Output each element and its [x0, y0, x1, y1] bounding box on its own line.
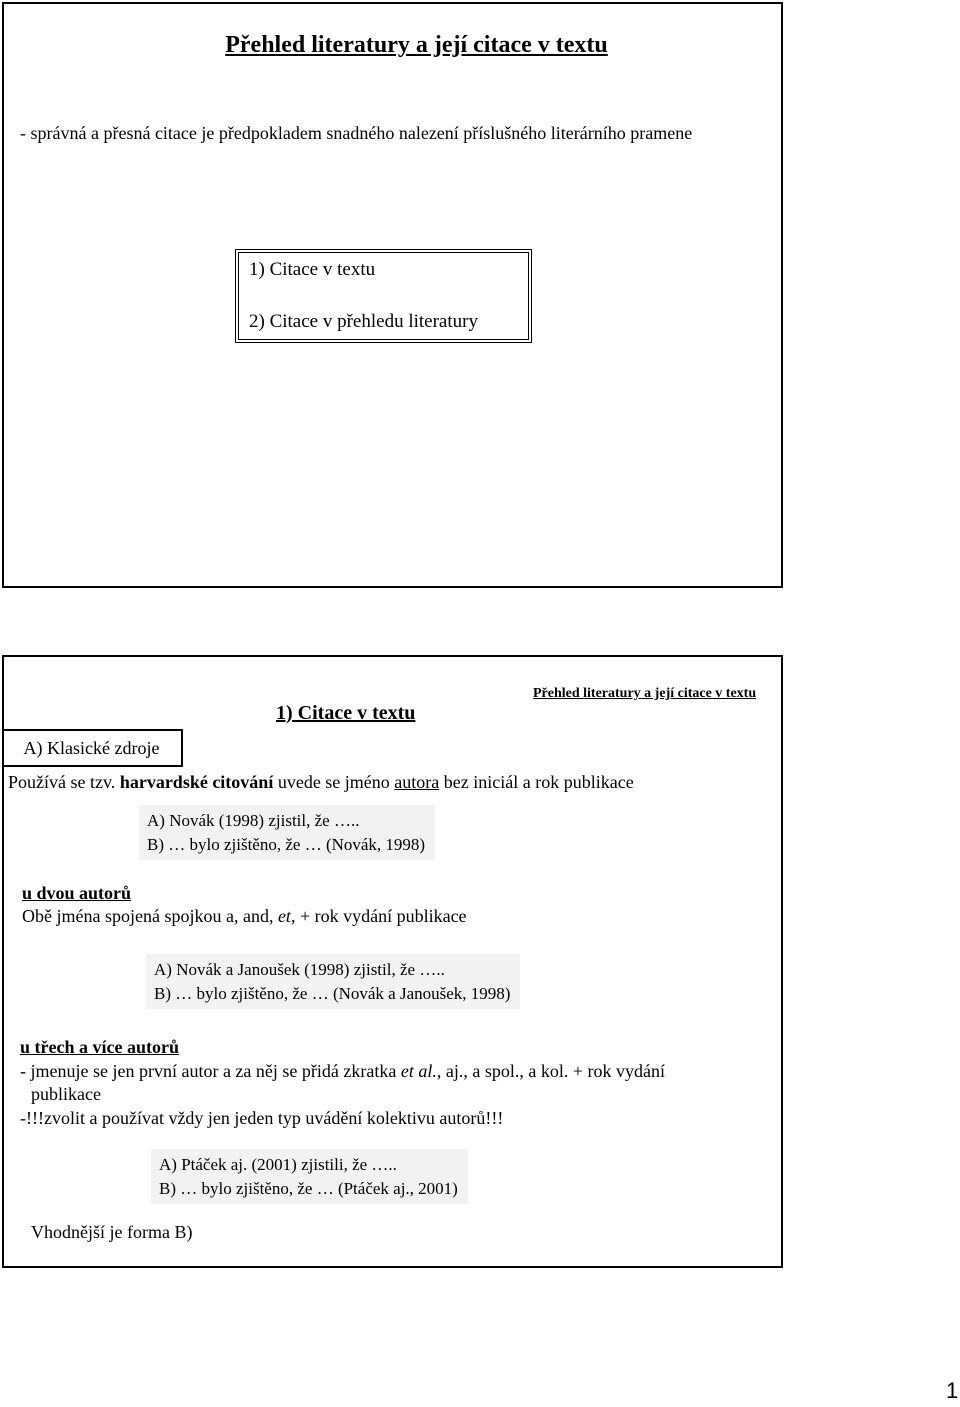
harvard-intro-paragraph — [8, 772, 634, 793]
harvard-intro-prefix: Používá se tzv. — [8, 772, 120, 792]
page-number: 1 — [946, 1378, 959, 1403]
example-two-authors-a: A) Novák a Janoušek (1998) zjistil, že ….. — [154, 960, 445, 979]
example-three-authors-a: A) Ptáček aj. (2001) zjistili, že ….. — [159, 1155, 397, 1174]
three-authors-line-3: -!!!zvolit a používat vždy jen jeden typ uvádění kolektivu autorů!!! — [20, 1108, 504, 1128]
conclusion-text: Vhodnější je forma B) — [31, 1222, 193, 1242]
slide-1-title: Přehled literatury a její citace v textu — [225, 32, 608, 58]
two-authors-italic: et — [277, 906, 291, 926]
classic-sources-label: A) Klasické zdroje — [2, 729, 183, 767]
two-authors-heading — [22, 883, 131, 904]
harvard-intro-author: autora — [394, 772, 440, 792]
example-single-author — [139, 805, 435, 860]
example-two-authors — [146, 954, 520, 1009]
example-single-author-a: A) Novák (1998) zjistil, že ….. — [147, 811, 360, 830]
citation-type-item-1: 1) Citace v textu — [249, 259, 376, 280]
harvard-intro-suffix: bez iniciál a rok publikace — [439, 772, 634, 792]
slide-2-title: 1) Citace v textu — [276, 702, 416, 724]
three-authors-line-1-italic: et al. — [400, 1061, 437, 1081]
three-authors-heading-text: u třech a více autorů — [20, 1037, 179, 1057]
two-authors-suffix: , + rok vydání publikace — [290, 906, 467, 926]
two-authors-heading-text: u dvou autorů — [22, 883, 132, 903]
slide-2-header-note: Přehled literatury a její citace v textu — [533, 686, 757, 701]
example-single-author-b: B) … bylo zjištěno, že … (Novák, 1998) — [147, 835, 426, 854]
slide-1-lead-text: - správná a přesná citace je předpokladem snadného nalezení příslušného literárního pramene — [20, 123, 693, 143]
example-two-authors-b: B) … bylo zjištěno, že … (Novák a Janoušek, 1998) — [154, 984, 511, 1003]
three-authors-line-1 — [20, 1061, 665, 1082]
citation-type-item-2: 2) Citace v přehledu literatury — [249, 311, 478, 332]
three-authors-heading — [20, 1037, 179, 1058]
harvard-intro-middle: uvede se jméno — [273, 772, 395, 792]
example-three-authors-b: B) … bylo zjištěno, že … (Ptáček aj., 2001) — [159, 1179, 458, 1198]
two-authors-paragraph — [22, 906, 467, 927]
harvard-intro-bold: harvardské citování — [119, 772, 274, 792]
two-authors-prefix: Obě jména spojená spojkou a, and, — [22, 906, 278, 926]
example-three-authors — [151, 1149, 468, 1204]
three-authors-line-2: publikace — [31, 1084, 101, 1104]
three-authors-line-1-suffix: , aj., a spol., a kol. + rok vydání — [436, 1061, 665, 1081]
three-authors-line-1-prefix: - jmenuje se jen první autor a za něj se přidá zkratka — [20, 1061, 401, 1081]
